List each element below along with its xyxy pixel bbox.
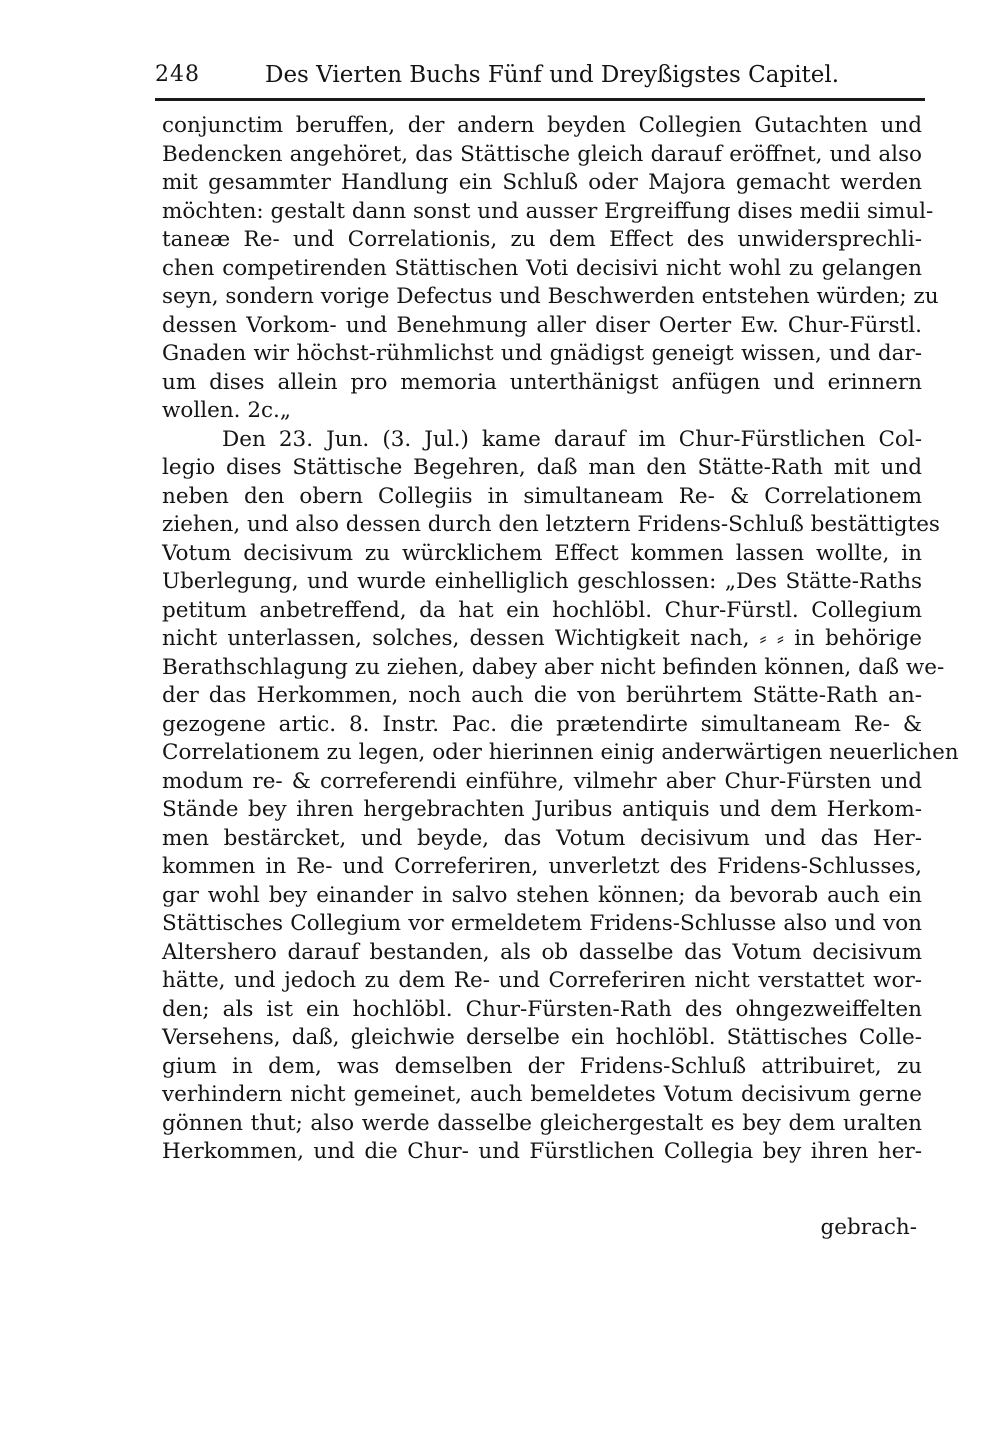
text-line: petitum anbetreffend, da hat ein hochlöbl. Chur-Fürstl. Collegium	[162, 597, 922, 623]
text-line: conjunctim beruffen, der andern beyden Collegien Gutachten und	[162, 113, 922, 138]
text-line: der das Herkommen, noch auch die von berührtem Stätte-Rath an-	[162, 683, 922, 708]
text-line: Stände bey ihren hergebrachten Juribus antiquis und dem Herkom-	[162, 797, 922, 822]
text-line: Votum decisivum zu würcklichem Effect kommen lassen wollte, in	[162, 540, 922, 566]
text-line: neben den obern Collegiis in simultaneam Re- & Correlationem	[162, 483, 922, 509]
text-line: kommen in Re- und Correferiren, unverletzt des Fridens-Schlusses,	[162, 854, 922, 879]
text-line: wollen. 2c.„	[162, 398, 292, 423]
text-line: mit gesammter Handlung ein Schluß oder Majora gemacht werden	[162, 170, 922, 195]
text-line: den; als ist ein hochlöbl. Chur-Fürsten-Rath des ohngezweiffelten	[162, 996, 922, 1022]
text-line: möchten: gestalt dann sonst und ausser Ergreiffung dises medii simul-	[162, 198, 934, 224]
catchword: gebrach-	[820, 1215, 917, 1240]
paragraph-start-line: Den 23. Jun. (3. Jul.) kame darauf im Chur-Fürstlichen Col-	[222, 426, 922, 452]
chapter-heading: Des Vierten Buchs Fünf und Dreyßigstes Capitel.	[265, 62, 840, 88]
text-line: nicht unterlassen, solches, dessen Wichtigkeit nach, ⸗ ⸗ in behörige	[162, 626, 922, 651]
text-line: Correlationem zu legen, oder hierinnen einig anderwärtigen neuerlichen	[162, 740, 959, 765]
body-text	[162, 112, 959, 1167]
book-page	[150, 40, 959, 1420]
text-line: Bedencken angehöret, das Stättische gleich darauf eröffnet, und also	[162, 141, 922, 167]
header-rule	[155, 98, 925, 101]
text-line: verhindern nicht gemeinet, auch bemeldetes Votum decisivum gerne	[162, 1082, 922, 1107]
text-line: seyn, sondern vorige Defectus und Beschwerden entstehen würden; zu	[162, 284, 939, 309]
text-line: Altershero darauf bestanden, als ob dasselbe das Votum decisivum	[162, 939, 922, 965]
text-line: modum re- & correferendi einführe, vilmehr aber Chur-Fürsten und	[162, 768, 922, 794]
text-line: Gnaden wir höchst-rühmlichst und gnädigst geneigt wissen, und dar-	[162, 341, 922, 366]
running-head	[155, 62, 925, 102]
text-line: gönnen thut; also werde dasselbe gleichergestalt es bey dem uralten	[162, 1110, 922, 1136]
text-line: taneæ Re- und Correlationis, zu dem Effect des unwidersprechli-	[162, 227, 922, 252]
text-line: gezogene artic. 8. Instr. Pac. die prætendirte simultaneam Re- &	[162, 711, 922, 737]
text-line: Versehens, daß, gleichwie derselbe ein hochlöbl. Stättisches Colle-	[162, 1025, 922, 1050]
text-line: hätte, und jedoch zu dem Re- und Correferiren nicht verstattet wor-	[162, 968, 922, 993]
text-line: um dises allein pro memoria unterthänigst anfügen und erinnern	[162, 369, 922, 395]
text-line: ziehen, und also dessen durch den letztern Fridens-Schluß bestättigtes	[162, 512, 940, 537]
text-line: men bestärcket, und beyde, das Votum decisivum und das Her-	[162, 825, 922, 851]
text-line: chen competirenden Stättischen Voti decisivi nicht wohl zu gelangen	[162, 255, 922, 281]
text-line: Stättisches Collegium vor ermeldetem Fridens-Schlusse also und von	[162, 911, 922, 936]
page-number: 248	[155, 62, 200, 87]
text-line: dessen Vorkom- und Benehmung aller diser Oerter Ew. Chur-Fürstl.	[162, 312, 922, 338]
text-line: Berathschlagung zu ziehen, dabey aber nicht befinden können, daß we-	[162, 654, 945, 680]
text-line: Uberlegung, und wurde einhelliglich geschlossen: „Des Stätte-Raths	[162, 569, 922, 594]
text-line: legio dises Stättische Begehren, daß man den Stätte-Rath mit und	[162, 455, 922, 480]
text-line: gar wohl bey einander in salvo stehen können; da bevorab auch ein	[162, 882, 922, 908]
text-line: gium in dem, was demselben der Fridens-Schluß attribuiret, zu	[162, 1053, 922, 1079]
text-line: Herkommen, und die Chur- und Fürstlichen Collegia bey ihren her-	[162, 1139, 922, 1164]
